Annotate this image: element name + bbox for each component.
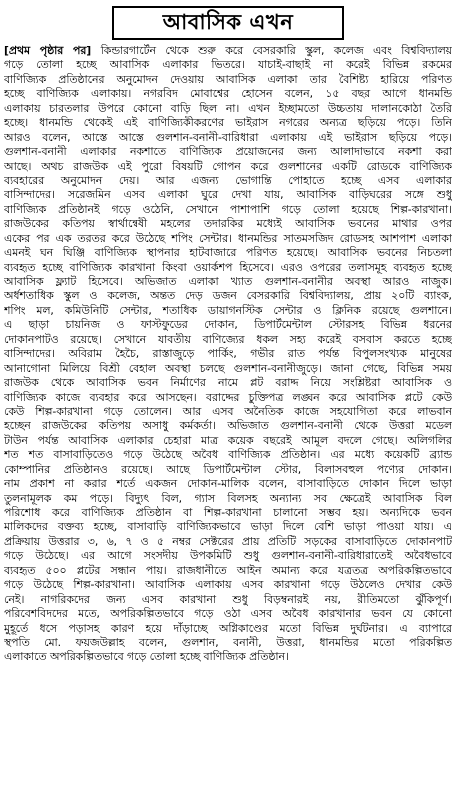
article-line: ব্যবহৃত হচ্ছে বাণিজ্যিক কারখানা কিংবা ওয়ার্কশপ হিসেবে। এরও ওপরের তলাসমূহ ব্যবহৃত হচ্ছে bbox=[4, 260, 452, 274]
article-line: এলাকাতে অপরিকল্পিতভাবে গড়ে তোলা হচ্ছে বাণিজ্যিক প্রতিষ্ঠান। bbox=[4, 650, 289, 664]
article-line: বাণিজ্যিক কাজে ব্যবহার করে আসছেন। বরাদ্দের চুক্তিপত্র লঙ্ঘন করে আবাসিক প্লটে কেউ bbox=[4, 390, 452, 404]
article-line: বাসিন্দাদের। সরেজমিন এসব এলাকা ঘুরে দেখা যায়, আবাসিক বাড়িঘরের সঙ্গে শুধু bbox=[4, 188, 452, 202]
article-line: আছে। অথচ রাজউক এই পুরো বিষয়টি গোপন করে গুলশানের একটি রোডকে বাণিজ্যিক bbox=[4, 159, 452, 173]
article-line: পরিশোধ করে বাণিজ্যিক প্রতিষ্ঠান বা শিল্প-কারখানা চালানো সম্ভব হয়। অন্যদিকে ভবন bbox=[4, 506, 452, 519]
article-line: গুলশান-বনানী এলাকার নকশাতে বাণিজ্যিক প্রয়োজনের জন্য আলাদাভাবে নকশা করা bbox=[4, 145, 452, 159]
article-line: হচ্ছে বাণিজ্যিক এলাকায়। নগরবিদ মোবাশ্বের হোসেন বলেন, ১৫ বছর আগে ধানমন্ডি bbox=[4, 87, 452, 101]
continued-label: [প্রথম পৃষ্ঠার পর] bbox=[4, 44, 92, 57]
article-line: আরও বলেন, আস্তে আস্তে গুলশান-বনানী-বারিধারা এলাকায় এই ভাইরাস ছড়িয়ে পড়ে। bbox=[4, 130, 452, 144]
article-line: এ ছাড়া চায়নিজ ও ফাস্টফুডের দোকান, ডিপার্টমেন্টাল স্টোরসহ বিভিন্ন ধরনের bbox=[4, 318, 452, 332]
article-line: শপিং মল, কমিউনিটি সেন্টার, শতাধিক ডায়াগনস্টিক সেন্টার ও ক্লিনিক রয়েছে গুলশানে। bbox=[4, 303, 452, 317]
article-line: এলাকায় চারতলার উপরে কোনো বাড়ি ছিল না। এখন ইচ্ছামতো উচ্চতায় দালানকোঠা তৈরি bbox=[4, 101, 452, 115]
article-line: মুহূর্তে ধসে পড়াসহ কারণ হয়ে দাঁড়াচ্ছে অগ্নিকাণ্ডের মতো বিভিন্ন দুর্ঘটনার। এ ব্যাপারে bbox=[4, 621, 452, 635]
article-line: হচ্ছেন রাজউকের কতিপয় অসাধু কর্মকর্তা। অভিজাত গুলশান-বনানী থেকে উত্তরা মডেল bbox=[4, 419, 452, 433]
article-line: বাণিজ্যিক প্রতিষ্ঠানের অনুমোদন দেওয়ায় আবাসিক এলাকা তার বৈশিষ্ট্য হারিয়ে পরিণত bbox=[4, 72, 452, 86]
article-line: আনাগোনা মিলিয়ে বিশ্রী বেহাল অবস্থা চলছে গুলশান-বনানীজুড়ে। জানা গেছে, বিভিন্ন সময় bbox=[4, 361, 452, 375]
article-line: বাণিজ্যিক প্রতিষ্ঠানই গড়ে ওঠেনি, সেখানে পাশাপাশি গড়ে তোলা হয়েছে শিল্প-কারখানা। bbox=[4, 202, 452, 216]
article-line: গড়ে উঠেছে। এর আগে সংসদীয় উপকমিটি শুধু গুলশান-বনানী-বারিধারাতেই অবৈধভাবে bbox=[4, 549, 452, 563]
article-line: ব্যবহারের অনুমোদন দেয়। আর এজন্য ভোগান্তি পোহাতে হচ্ছে এসব এলাকার bbox=[4, 173, 452, 187]
article-line: বাসিন্দাদের। অবিরাম হৈচৈ, রাস্তাজুড়ে পার্কিং, গভীর রাত পর্যন্ত বিপুলসংখ্যক মানুষের bbox=[4, 347, 452, 361]
article-line: হচ্ছে। ধানমন্ডি থেকেই এই বাণিজ্যিকীকরণের ভাইরাস নগরের অন্যত্র ছড়িয়ে পড়ে। তিনি bbox=[4, 116, 452, 130]
article-line: একের পর এক তরতর করে উঠেছে শপিং সেন্টার। ধানমন্ডির সাতমসজিদ রোডসহ আশপাশ এলাকা bbox=[4, 231, 452, 245]
headline-box bbox=[112, 6, 344, 40]
article-line: গড়ে তোলা হচ্ছে আবাসিক এলাকার ভিতরে। যাচাই-বাছাই না করেই বিভিন্ন রকমের bbox=[4, 58, 452, 72]
article-line: [প্রথম পৃষ্ঠার পর] কিন্ডারগার্টেন থেকে শুরু করে বেসরকারি স্কুল, কলেজ এবং বিশ্ববিদ্যালয় bbox=[4, 44, 452, 57]
article-line: গড়ে উঠেছে শিল্প-কারখানা। আবাসিক এলাকায় এসব কারখানা গড়ে উঠলেও দেখার কেউ bbox=[4, 578, 452, 592]
article-line: রাজউকের কতিপয় স্বার্থান্বেষী মহলের তদারকির মধ্যেই আবাসিক ভবনের মাথার ওপর bbox=[4, 217, 452, 231]
article-line: ব্যবহৃত ৫০০ প্লটের সন্ধান পায়। রাজধানীতে আইন অমান্য করে যত্রতত্র অপরিকল্পিতভাবে bbox=[4, 563, 452, 577]
article-line: এমনই ঘন ঘিঞ্জি বাণিজ্যিক স্থাপনার হাটবাজারে পরিণত হয়েছে। আবাসিক ভবনের নিচতলা bbox=[4, 246, 452, 260]
article-line: কেউ শিল্প-কারখানা গড়ে তোলেন। আর এসব অনৈতিক কাজে সহযোগিতা করে লাভবান bbox=[4, 404, 452, 418]
article-body bbox=[4, 44, 452, 782]
article-line: পরিবেশবিদদের মতে, অপরিকল্পিতভাবে গড়ে ওঠা এসব অবৈধ কারখানার ভবন যে কোনো bbox=[4, 607, 452, 621]
article-line: নেই। নাগরিকদের জন্য এসব কারখানা শুধু বিড়ম্বনারই নয়, রীতিমতো ঝুঁকিপূর্ণ। bbox=[4, 592, 452, 606]
article-line: তুলনামূলক কম পড়ে। বিদ্যুৎ বিল, গ্যাস বিলসহ অন্যান্য সব ক্ষেত্রেই আবাসিক বিল bbox=[4, 491, 452, 505]
article-line: টাউন পর্যন্ত আবাসিক এলাকার চেহারা মাত্র কয়েক বছরেই আমূল বদলে গেছে। অলিগলির bbox=[4, 433, 452, 447]
article-line: নাম প্রকাশ না করার শর্তে একজন দোকান-মালিক বলেন, বাসাবাড়িতে দোকান দিলে ভাড়া bbox=[4, 477, 452, 491]
article-line: অর্ধশতাধিক স্কুল ও কলেজ, অন্তত দেড় ডজন বেসরকারি বিশ্ববিদ্যালয়, প্রায় ২০টি ব্যাংক, bbox=[4, 289, 452, 303]
article-line: স্থপতি মো. ফয়জউল্লাহ বলেন, গুলশান, বনানী, উত্তরা, ধানমন্ডির মতো পরিকল্পিত bbox=[4, 635, 452, 649]
headline: আবাসিক এখন bbox=[162, 9, 294, 34]
article-line: দোকানপাটও রয়েছে। সেখানে যাবতীয় বাণিজ্যের ধকল সহ্য করেই বসবাস করতে হচ্ছে bbox=[4, 332, 452, 346]
article-line: রাজউক থেকে আবাসিক ভবন নির্মাণের নামে প্লট বরাদ্দ নিয়ে সংশ্লিষ্টরা আবাসিক ও bbox=[4, 376, 452, 390]
article-line: প্রক্রিয়ায় উত্তরার ৩, ৬, ৭ ও ৫ নম্বর সেক্টরের প্রায় প্রতিটি সড়কের বাসাবাড়িতে দোকানপাট bbox=[4, 534, 452, 548]
article-line: মালিকদের বক্তব্য হচ্ছে, বাসাবাড়ি বাণিজ্যিকভাবে ভাড়া দিলে বেশি ভাড়া পাওয়া যায়। এ bbox=[4, 520, 452, 534]
article-line: আবাসিক ফ্ল্যাট হিসেবে। অভিজাত এলাকা খ্যাত গুলশান-বনানীর অবস্থা আরও নাজুক। bbox=[4, 275, 452, 288]
article-line: কোম্পানির প্রতিষ্ঠানও রয়েছে। আছে ডিপার্টমেন্টাল স্টোর, বিলাসবহুল পণ্যের দোকান। bbox=[4, 462, 452, 476]
article-line: শত শত বাসাবাড়িতেও গড়ে উঠেছে অবৈধ বাণিজ্যিক প্রতিষ্ঠান। এর মধ্যে কয়েকটি ব্র্যান্ড bbox=[4, 448, 452, 462]
